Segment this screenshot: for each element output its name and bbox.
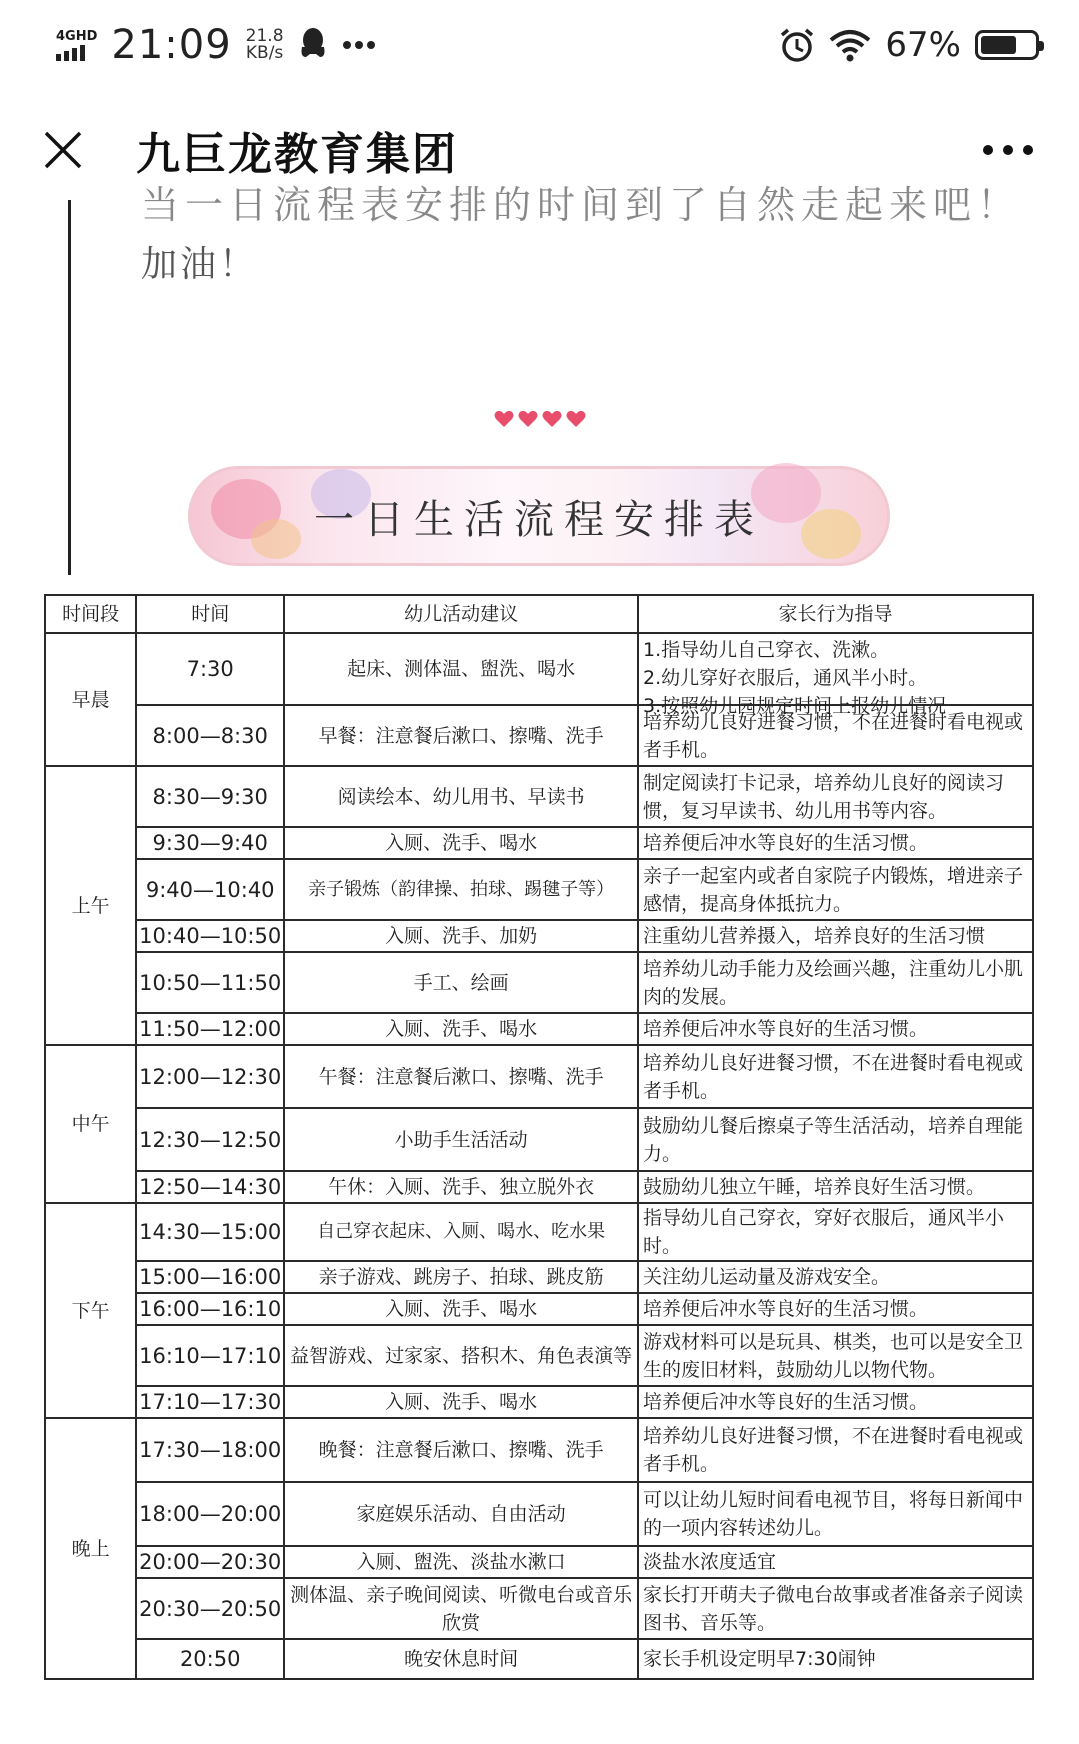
guide-cell: 培养幼儿良好进餐习惯，不在进餐时看电视或者手机。 bbox=[638, 1045, 1033, 1108]
network-speed bbox=[246, 28, 284, 62]
table-row bbox=[45, 1045, 1033, 1108]
hearts-decoration bbox=[494, 410, 586, 428]
guide-cell: 培养便后冲水等良好的生活习惯。 bbox=[638, 1386, 1033, 1418]
activity-cell: 家庭娱乐活动、自由活动 bbox=[284, 1482, 638, 1546]
time-cell: 20:50 bbox=[136, 1639, 284, 1679]
flower-decoration bbox=[801, 509, 861, 559]
close-icon bbox=[43, 130, 83, 170]
battery-fill bbox=[981, 36, 1016, 54]
guide-cell: 培养幼儿动手能力及绘画兴趣，注重幼儿小肌肉的发展。 bbox=[638, 952, 1033, 1013]
signal-icon bbox=[56, 30, 97, 61]
period-cell: 晚上 bbox=[45, 1418, 136, 1679]
activity-cell: 入厕、盥洗、淡盐水漱口 bbox=[284, 1546, 638, 1578]
time-cell: 12:00—12:30 bbox=[136, 1045, 284, 1108]
guide-cell: 家长手机设定明早7:30闹钟 bbox=[638, 1639, 1033, 1679]
time-cell: 20:00—20:30 bbox=[136, 1546, 284, 1578]
guide-cell: 关注幼儿运动量及游戏安全。 bbox=[638, 1261, 1033, 1293]
guide-cell: 培养便后冲水等良好的生活习惯。 bbox=[638, 1293, 1033, 1325]
time-cell: 9:40—10:40 bbox=[136, 859, 284, 920]
time-cell: 11:50—12:00 bbox=[136, 1013, 284, 1045]
guide-cell: 注重幼儿营养摄入，培养良好的生活习惯 bbox=[638, 920, 1033, 952]
activity-cell: 入厕、洗手、喝水 bbox=[284, 827, 638, 859]
more-dot-icon bbox=[1023, 145, 1033, 155]
activity-cell: 测体温、亲子晚间阅读、听微电台或音乐欣赏 bbox=[284, 1578, 638, 1639]
article-content[interactable] bbox=[0, 183, 1079, 1744]
activity-cell: 入厕、洗手、喝水 bbox=[284, 1386, 638, 1418]
qq-icon bbox=[298, 27, 328, 63]
time-cell: 20:30—20:50 bbox=[136, 1578, 284, 1639]
battery-percent: 67% bbox=[885, 25, 961, 65]
time-cell: 16:10—17:10 bbox=[136, 1325, 284, 1386]
guide-text: 1.指导幼儿自己穿衣、洗漱。 2.幼儿穿好衣服后，通风半小时。 3.按照幼儿园规定时间上报幼儿情况 bbox=[642, 639, 947, 717]
header-time: 时间 bbox=[136, 595, 284, 633]
time-cell: 8:00—8:30 bbox=[136, 705, 284, 766]
activity-cell: 入厕、洗手、加奶 bbox=[284, 920, 638, 952]
activity-cell: 手工、绘画 bbox=[284, 952, 638, 1013]
network-type: 4GHD bbox=[56, 28, 98, 44]
quote-cut-line: 当一日流程表安排的时间到了自然走起来吧！ bbox=[141, 183, 1022, 227]
speed-value: 21.8 bbox=[245, 26, 284, 46]
guide-cell: 鼓励幼儿独立午睡，培养良好生活习惯。 bbox=[638, 1171, 1033, 1203]
table-row bbox=[45, 1108, 1033, 1171]
battery-icon bbox=[975, 30, 1039, 60]
table-row bbox=[45, 859, 1033, 920]
time-cell: 17:10—17:30 bbox=[136, 1386, 284, 1418]
activity-cell: 入厕、洗手、喝水 bbox=[284, 1293, 638, 1325]
table-row bbox=[45, 705, 1033, 766]
header-guide: 家长行为指导 bbox=[638, 595, 1033, 633]
activity-cell: 早餐：注意餐后漱口、擦嘴、洗手 bbox=[284, 705, 638, 766]
table-row bbox=[45, 827, 1033, 859]
period-cell: 下午 bbox=[45, 1203, 136, 1418]
period-cell: 中午 bbox=[45, 1045, 136, 1203]
table-row bbox=[45, 1325, 1033, 1386]
table-row bbox=[45, 633, 1033, 705]
guide-cell: 淡盐水浓度适宜 bbox=[638, 1546, 1033, 1578]
guide-cell: 鼓励幼儿餐后擦桌子等生活活动，培养自理能力。 bbox=[638, 1108, 1033, 1171]
activity-cell: 亲子锻炼（韵律操、拍球、踢毽子等） bbox=[284, 859, 638, 920]
activity-cell: 午餐：注意餐后漱口、擦嘴、洗手 bbox=[284, 1045, 638, 1108]
table-row bbox=[45, 1578, 1033, 1639]
flower-decoration bbox=[251, 519, 301, 559]
heart-icon bbox=[494, 410, 514, 428]
header-period: 时间段 bbox=[45, 595, 136, 633]
page-title: 九巨龙教育集团 bbox=[136, 129, 458, 180]
guide-cell: 培养便后冲水等良好的生活习惯。 bbox=[638, 1013, 1033, 1045]
guide-cell: 指导幼儿自己穿衣，穿好衣服后，通风半小时。 bbox=[638, 1203, 1033, 1261]
activity-cell: 入厕、洗手、喝水 bbox=[284, 1013, 638, 1045]
period-cell: 上午 bbox=[45, 766, 136, 1045]
guide-cell: 家长打开萌夫子微电台故事或者准备亲子阅读图书、音乐等。 bbox=[638, 1578, 1033, 1639]
table-row bbox=[45, 920, 1033, 952]
period-cell: 早晨 bbox=[45, 633, 136, 766]
alarm-icon bbox=[779, 27, 815, 63]
time-cell: 7:30 bbox=[136, 633, 284, 705]
table-row bbox=[45, 1418, 1033, 1482]
schedule-banner bbox=[188, 466, 890, 566]
more-dot-icon bbox=[983, 145, 993, 155]
time-cell: 9:30—9:40 bbox=[136, 827, 284, 859]
banner-title: 一日生活流程安排表 bbox=[314, 496, 764, 543]
table-row bbox=[45, 1203, 1033, 1261]
activity-cell: 益智游戏、过家家、搭积木、角色表演等 bbox=[284, 1325, 638, 1386]
table-row bbox=[45, 1482, 1033, 1546]
heart-icon bbox=[542, 410, 562, 428]
guide-cell: 制定阅读打卡记录，培养幼儿良好的阅读习惯，复习早读书、幼儿用书等内容。 bbox=[638, 766, 1033, 827]
more-notifications-icon bbox=[342, 40, 376, 50]
activity-cell: 晚餐：注意餐后漱口、擦嘴、洗手 bbox=[284, 1418, 638, 1482]
activity-cell: 小助手生活活动 bbox=[284, 1108, 638, 1171]
table-header-row bbox=[45, 595, 1033, 633]
time-cell: 12:50—14:30 bbox=[136, 1171, 284, 1203]
close-button[interactable] bbox=[36, 123, 90, 177]
guide-cell: 培养幼儿良好进餐习惯，不在进餐时看电视或者手机。 bbox=[638, 1418, 1033, 1482]
guide-cell: 游戏材料可以是玩具、棋类，也可以是安全卫生的废旧材料，鼓励幼儿以物代物。 bbox=[638, 1325, 1033, 1386]
activity-cell: 午休：入厕、洗手、独立脱外衣 bbox=[284, 1171, 638, 1203]
schedule-table bbox=[44, 594, 1034, 1680]
activity-cell: 阅读绘本、幼儿用书、早读书 bbox=[284, 766, 638, 827]
guide-cell: 可以让幼儿短时间看电视节目，将每日新闻中的一项内容转述幼儿。 bbox=[638, 1482, 1033, 1546]
guide-cell: 培养便后冲水等良好的生活习惯。 bbox=[638, 827, 1033, 859]
header-activity: 幼儿活动建议 bbox=[284, 595, 638, 633]
speed-unit: KB/s bbox=[245, 43, 284, 63]
table-row bbox=[45, 1171, 1033, 1203]
more-dot-icon bbox=[1003, 145, 1013, 155]
table-row bbox=[45, 766, 1033, 827]
table-row bbox=[45, 1293, 1033, 1325]
table-row bbox=[45, 1546, 1033, 1578]
table-row bbox=[45, 952, 1033, 1013]
time-cell: 16:00—16:10 bbox=[136, 1293, 284, 1325]
status-time: 21:09 bbox=[111, 22, 232, 68]
activity-cell: 起床、测体温、盥洗、喝水 bbox=[284, 633, 638, 705]
time-cell: 15:00—16:00 bbox=[136, 1261, 284, 1293]
time-cell: 14:30—15:00 bbox=[136, 1203, 284, 1261]
guide-cell: 培养幼儿良好进餐习惯，不在进餐时看电视或者手机。 bbox=[638, 705, 1033, 766]
table-row bbox=[45, 1013, 1033, 1045]
more-options-button[interactable] bbox=[973, 135, 1043, 165]
status-bar bbox=[0, 0, 1079, 90]
activity-cell: 自己穿衣起床、入厕、喝水、吃水果 bbox=[284, 1203, 638, 1261]
heart-icon bbox=[518, 410, 538, 428]
wifi-icon bbox=[829, 28, 871, 62]
activity-cell: 晚安休息时间 bbox=[284, 1639, 638, 1679]
guide-cell bbox=[638, 633, 1033, 717]
guide-cell: 亲子一起室内或者自家院子内锻炼，增进亲子感情，提高身体抵抗力。 bbox=[638, 859, 1033, 920]
time-cell: 10:40—10:50 bbox=[136, 920, 284, 952]
table-row bbox=[45, 1639, 1033, 1679]
time-cell: 18:00—20:00 bbox=[136, 1482, 284, 1546]
time-cell: 17:30—18:00 bbox=[136, 1418, 284, 1482]
time-cell: 10:50—11:50 bbox=[136, 952, 284, 1013]
time-cell: 12:30—12:50 bbox=[136, 1108, 284, 1171]
table-row bbox=[45, 1386, 1033, 1418]
table-row bbox=[45, 1261, 1033, 1293]
heart-icon bbox=[566, 410, 586, 428]
activity-cell: 亲子游戏、跳房子、拍球、跳皮筋 bbox=[284, 1261, 638, 1293]
quote-text: 加油！ bbox=[141, 244, 259, 285]
time-cell: 8:30—9:30 bbox=[136, 766, 284, 827]
